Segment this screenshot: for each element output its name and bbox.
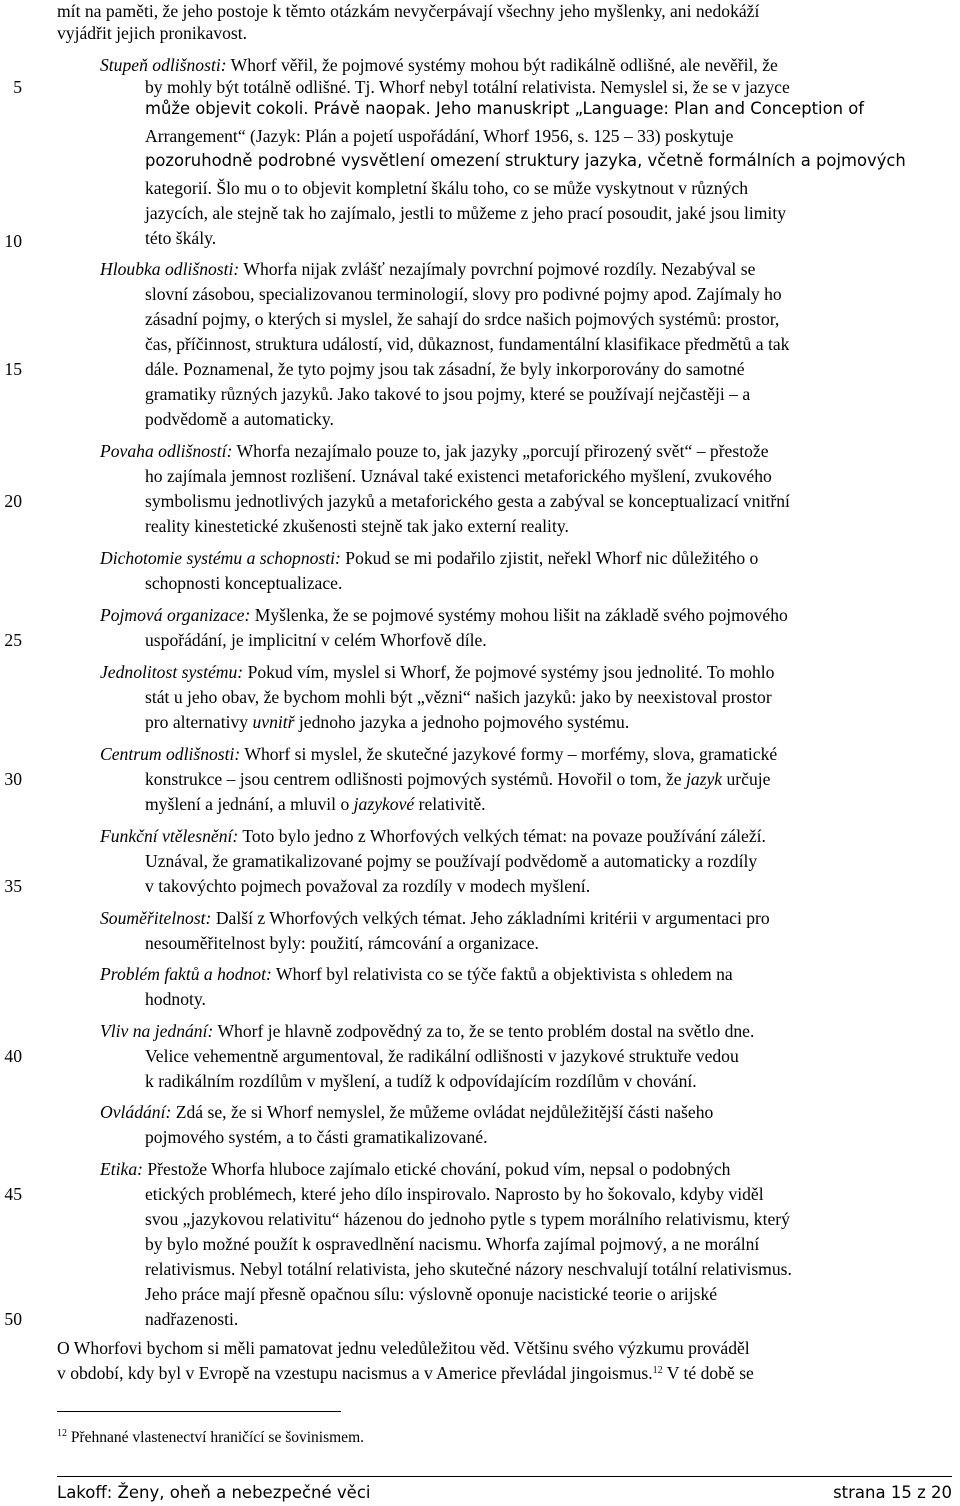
item-text: konstrukce – jsou centrem odlišnosti pojmových systémů. Hovořil o tom, že xyxy=(145,769,686,789)
line-number: 20 xyxy=(4,491,22,511)
item-term: Pojmová organizace: xyxy=(100,605,251,625)
item-line: ho zajímala jemnost rozlišení. Uznával také existenci metaforického myšlení, zvukového xyxy=(145,466,772,486)
item-term: Centrum odlišnosti: xyxy=(100,744,241,764)
footer-rule xyxy=(57,1476,952,1477)
page-number: strana 15 z 20 xyxy=(833,1483,952,1502)
item-line: k radikálním rozdílům v myšlení, a tudíž k odpovídajícím rozdílům v chování. xyxy=(145,1071,697,1091)
item-text: Whorf věřil, že pojmové systémy mohou být radikálně odlišné, ale nevěřil, že xyxy=(226,55,778,75)
item-term: Etika: xyxy=(100,1159,143,1179)
item-text: relativitě. xyxy=(414,794,486,814)
item-text: Myšlenka, že se pojmové systémy mohou lišit na základě svého pojmového xyxy=(250,605,788,625)
item-term: Souměřitelnost: xyxy=(100,908,212,928)
line-number: 10 xyxy=(4,231,22,251)
item-line: uspořádání, je implicitní v celém Whorfově díle. xyxy=(145,630,487,650)
item-term: Jednolitost systému: xyxy=(100,662,244,682)
item-text: jednoho jazyka a jednoho pojmového systému. xyxy=(294,712,630,732)
item-line: nadřazenosti. xyxy=(145,1309,239,1329)
item-line xyxy=(100,963,733,985)
item-line xyxy=(145,768,770,790)
item-text: Whorfa nezajímalo pouze to, jak jazyky „porcují přirozený svět“ – přestože xyxy=(232,441,769,461)
item-term: Povaha odlišností: xyxy=(100,441,233,461)
item-line: pozoruhodně podrobné vysvětlení omezení struktury jazyka, včetně formálních a pojmových xyxy=(145,151,906,170)
emphasis: jazykové xyxy=(353,794,415,814)
item-text: Pokud se mi podařilo zjistit, neřekl Whorf nic důležitého o xyxy=(340,548,759,568)
line-number: 40 xyxy=(4,1046,22,1066)
item-line xyxy=(100,1101,713,1123)
body-line xyxy=(57,1362,754,1384)
item-line: symbolismu jednotlivých jazyků a metaforického gesta a zabýval se konceptualizací vnitřní xyxy=(145,491,790,511)
item-line: schopnosti konceptualizace. xyxy=(145,573,343,593)
item-text: Whorfa nijak zvlášť nezajímaly povrchní pojmové rozdíly. Nezabýval se xyxy=(239,259,756,279)
item-line: hodnoty. xyxy=(145,989,206,1009)
item-line xyxy=(100,1020,754,1042)
item-term: Funkční vtělesnění: xyxy=(100,826,239,846)
line-number: 15 xyxy=(4,359,22,379)
item-line xyxy=(100,547,758,569)
line-number: 30 xyxy=(4,769,22,789)
item-line xyxy=(100,907,770,929)
item-line: stát u jeho obav, že bychom mohli být „vězni“ našich jazyků: jako by neexistoval prostor xyxy=(145,687,772,707)
item-line xyxy=(100,440,769,462)
item-line: slovní zásobou, specializovanou terminologií, slovy pro podivné pojmy apod. Zajímaly ho xyxy=(145,284,782,304)
item-line xyxy=(100,604,788,626)
line-number: 50 xyxy=(4,1309,22,1329)
item-line: této škály. xyxy=(145,228,217,248)
item-line: etických problémech, které jeho dílo inspirovalo. Naprosto by ho šokovalo, kdyby viděl xyxy=(145,1184,764,1204)
item-term: Dichotomie systému a schopnosti: xyxy=(100,548,341,568)
footnote-rule xyxy=(57,1411,341,1412)
item-text: Pokud vím, myslel si Whorf, že pojmové systémy jsou jednolité. To mohlo xyxy=(243,662,775,682)
item-line: jazycích, ale stejně tak ho zajímalo, jestli to můžeme z jeho prací posoudit, jaké jsou limity xyxy=(145,203,787,223)
item-line xyxy=(100,825,766,847)
item-term: Stupeň odlišnosti: xyxy=(100,55,227,75)
item-line: nesouměřitelnost byly: použití, rámcování a organizace. xyxy=(145,933,539,953)
body-text: V té době se xyxy=(662,1363,754,1383)
item-line: Velice vehementně argumentoval, že radikální odlišnosti v jazykové struktuře vedou xyxy=(145,1046,739,1066)
item-line: by bylo možné použít k ospravedlnění nacismu. Whorfa zajímal pojmový, a ne morální xyxy=(145,1234,760,1254)
item-line xyxy=(100,1158,730,1180)
item-term: Vliv na jednání: xyxy=(100,1021,214,1041)
line-number: 5 xyxy=(13,77,22,97)
item-line: může objevit cokoli. Právě naopak. Jeho manuskript „Language: Plan and Conception of xyxy=(145,99,865,118)
item-line: Uznával, že gramatikalizované pojmy se používají podvědomě a automaticky a rozdíly xyxy=(145,851,758,871)
item-term: Problém faktů a hodnot: xyxy=(100,964,272,984)
item-line: Arrangement“ (Jazyk: Plán a pojetí uspořádání, Whorf 1956, s. 125 – 33) poskytuje xyxy=(145,126,734,146)
line-number: 25 xyxy=(4,630,22,650)
item-line: podvědomě a automaticky. xyxy=(145,409,334,429)
item-text: Toto bylo jedno z Whorfových velkých témat: na povaze používání záleží. xyxy=(238,826,766,846)
item-line xyxy=(100,743,777,765)
item-line xyxy=(100,258,755,280)
footnote-text: Přehnané vlastenectví hraničící se šovinismem. xyxy=(67,1429,364,1446)
item-line xyxy=(145,793,486,815)
item-line: zásadní pojmy, o kterých si myslel, že sahají do srdce našich pojmových systémů: prostor, xyxy=(145,309,780,329)
item-line: v takovýchto pojmech považoval za rozdíly v modech myšlení. xyxy=(145,876,591,896)
item-term: Ovládání: xyxy=(100,1102,172,1122)
body-line: vyjádřit jejich pronikavost. xyxy=(57,23,248,43)
item-line xyxy=(100,54,778,76)
footnote xyxy=(57,1428,364,1448)
emphasis: uvnitř xyxy=(252,712,295,732)
line-number: 45 xyxy=(4,1184,22,1204)
item-text: Whorf si myslel, že skutečné jazykové formy – morfémy, slova, gramatické xyxy=(240,744,778,764)
item-line xyxy=(145,711,629,733)
body-text: v období, kdy byl v Evropě na vzestupu nacismus a v Americe převládal jingoismus. xyxy=(57,1363,653,1383)
item-line xyxy=(100,661,774,683)
item-line: gramatiky různých jazyků. Jako takové to jsou pojmy, které se používají nejčastěji – a xyxy=(145,384,751,404)
item-text: Další z Whorfových velkých témat. Jeho základními kritérii v argumentaci pro xyxy=(211,908,770,928)
body-line: mít na paměti, že jeho postoje k těmto otázkám nevyčerpávají všechny jeho myšlenky, ani nedokáží xyxy=(57,1,760,21)
item-text: Whorf je hlavně zodpovědný za to, že se tento problém dostal na světlo dne. xyxy=(213,1021,755,1041)
item-line: reality kinestetické zkušenosti stejně tak jako externí reality. xyxy=(145,516,569,536)
footnote-number: 12 xyxy=(57,1428,67,1439)
item-line: Jeho práce mají přesně opačnou sílu: výslovně oponuje nacistické teorie o arijské xyxy=(145,1284,718,1304)
item-text: Whorf byl relativista co se týče faktů a objektivista s ohledem na xyxy=(271,964,733,984)
item-text: myšlení a jednání, a mluvil o xyxy=(145,794,354,814)
body-line: O Whorfovi bychom si měli pamatovat jednu veledůležitou věd. Většinu svého výzkumu prováděl xyxy=(57,1338,750,1358)
item-text: určuje xyxy=(722,769,771,789)
item-line: pojmového systém, a to části gramatikalizované. xyxy=(145,1127,488,1147)
item-line: dále. Poznamenal, že tyto pojmy jsou tak zásadní, že byly inkorporovány do samotné xyxy=(145,359,745,379)
item-text: Přestože Whorfa hluboce zajímalo etické chování, pokud vím, nepsal o podobných xyxy=(143,1159,731,1179)
item-text: pro alternativy xyxy=(145,712,253,732)
item-line: by mohly být totálně odlišné. Tj. Whorf nebyl totální relativista. Nemyslel si, že se v jazyce xyxy=(145,77,790,97)
item-line: relativismus. Nebyl totální relativista, jeho skutečné názory neschvalují totální relativismus. xyxy=(145,1259,792,1279)
footer-title: Lakoff: Ženy, oheň a nebezpečné věci xyxy=(57,1483,371,1502)
item-line: čas, příčinnost, struktura událostí, vid, důkaznost, fundamentální klasifikace předmětů a tak xyxy=(145,334,790,354)
line-number: 35 xyxy=(4,876,22,896)
item-term: Hloubka odlišnosti: xyxy=(100,259,240,279)
item-line: svou „jazykovou relativitu“ házenou do jednoho pytle s typem morálního relativismu, který xyxy=(145,1209,790,1229)
footnote-ref: 12 xyxy=(652,1365,663,1376)
emphasis: jazyk xyxy=(685,769,723,789)
item-text: Zdá se, že si Whorf nemyslel, že můžeme ovládat nejdůležitější části našeho xyxy=(171,1102,714,1122)
item-line: kategorií. Šlo mu o to objevit kompletní škálu toho, co se může vyskytnout v různých xyxy=(145,178,748,198)
